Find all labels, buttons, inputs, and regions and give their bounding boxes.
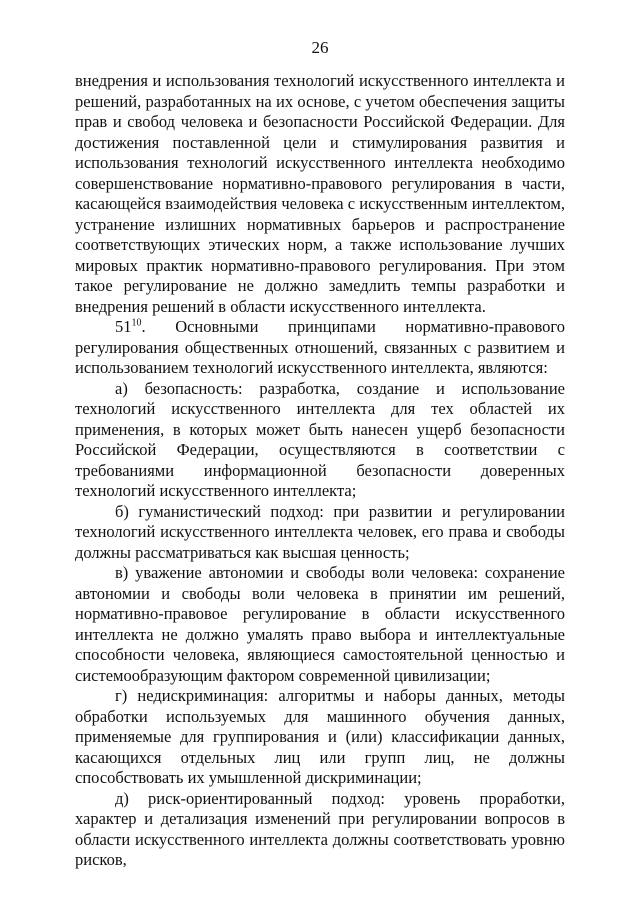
paragraph-item-g: г) недискриминация: алгоритмы и наборы данных, методы обработки используемых для машинного обучения данных, применяемые для группирования и (или) классификации данных, касающихся отдельных лиц или групп лиц, не должны способствовать их умышленной дискриминации; (75, 686, 565, 787)
paragraph-item-v: в) уважение автономии и свободы воли человека: сохранение автономии и свободы воли человека в принятии им решений, нормативно-правовое регулирование в области искусственного интеллекта не должно умалять право выбора и интеллектуальные способности человека, являющиеся самостоятельной ценностью и системообразующим фактором современной цивилизации; (75, 563, 565, 685)
paragraph-item-b: б) гуманистический подход: при развитии и регулировании технологий искусственного интеллекта человек, его права и свободы должны рассматриваться как высшая ценность; (75, 501, 565, 562)
item-number-suffix: . (141, 317, 146, 336)
document-body (75, 71, 565, 871)
page-number: 26 (311, 38, 329, 57)
paragraph-item-d: д) риск-ориентированный подход: уровень проработки, характер и детализация изменений при регулировании вопросов в области искусственного интеллекта должны соответствовать уровню рисков, (75, 788, 565, 869)
item-text: Основными принципами нормативно-правового регулирования общественных отношений, связанных с развитием и использованием технологий искусственного интеллекта, являются: (75, 317, 566, 377)
paragraph-continuation: внедрения и использования технологий искусственного интеллекта и решений, разработанных на их основе, с учетом обеспечения защиты прав и свобод человека и безопасности Российской Федерации. Для достижения поставленной цели и стимулирования развития и использования технологий искусственного интеллекта необходимо совершенствование нормативно-правового регулирования в части, касающейся взаимодействия человека с искусственным интеллектом, устранение излишних нормативных барьеров и распространение соответствующих этических норм, а также использование лучших мировых практик нормативно-правового регулирования. При этом такое регулирование не должно замедлить темпы разработки и внедрения решений в области искусственного интеллекта. (75, 71, 565, 316)
item-number-superscript: 10 (131, 317, 142, 329)
paragraph-item-a: а) безопасность: разработка, создание и использование технологий искусственного интеллекта для тех областей их применения, в которых может быть нанесен ущерб безопасности Российской Федерации, осуществляются в соответствии с требованиями информационной безопасности доверенных технологий искусственного интеллекта; (75, 378, 565, 500)
item-number: 51 (115, 317, 132, 336)
paragraph-item-51-10 (75, 317, 565, 379)
